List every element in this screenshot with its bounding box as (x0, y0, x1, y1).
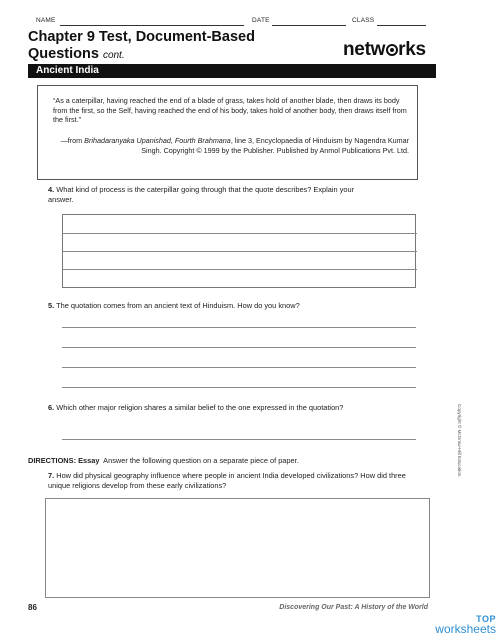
quote-box (37, 85, 418, 180)
watermark-main: worksheets (435, 622, 496, 636)
question-number: 7. (48, 471, 55, 480)
class-label: CLASS (352, 17, 375, 24)
date-label: DATE (252, 17, 270, 24)
answer-line (63, 233, 417, 234)
networks-logo: netw rks (343, 39, 426, 60)
question-5 (48, 301, 418, 311)
answer-box-4[interactable] (62, 214, 416, 288)
topworksheets-watermark (420, 614, 496, 636)
watermark-top: TOP (476, 614, 496, 624)
section-bar: Ancient India (28, 64, 436, 78)
directions (28, 456, 428, 466)
title-questions: Questions (28, 46, 99, 62)
answer-line-6[interactable] (62, 439, 416, 440)
answer-lines-5[interactable] (62, 318, 416, 390)
title-cont: cont. (102, 50, 125, 61)
question-number: 4. (48, 185, 55, 194)
directions-label: DIRECTIONS: Essay (28, 456, 100, 465)
title-line-1: Chapter 9 Test, Document-Based (28, 29, 255, 45)
answer-line (62, 327, 416, 328)
question-6 (48, 403, 378, 413)
name-field[interactable] (60, 25, 244, 26)
quote-text: “As a caterpillar, having reached the end of a blade of grass, takes hold of another blade, then draws its body from the first, so the Self, having reached the end of his body, takes hold of another body, then draws itself from the first.” (53, 96, 407, 125)
side-copyright: Copyright © McGraw-Hill Education. (457, 404, 462, 478)
directions-text: Answer the following question on a separate piece of paper. (103, 456, 299, 465)
page-number: 86 (28, 603, 37, 612)
answer-line (62, 367, 416, 368)
question-7 (48, 471, 418, 490)
question-text: How did physical geography influence where people in ancient India developed civilizations? How did three unique religions develop from these early civilizations? (48, 471, 406, 490)
page-title (28, 29, 328, 64)
essay-box[interactable] (45, 498, 430, 598)
question-text: Which other major religion shares a similar belief to the one expressed in the quotation? (56, 403, 344, 412)
name-label: NAME (36, 17, 56, 24)
answer-line (63, 269, 417, 270)
logo-ring-icon (386, 44, 398, 56)
date-field[interactable] (272, 25, 346, 26)
answer-line (62, 347, 416, 348)
question-text: The quotation comes from an ancient text of Hinduism. How do you know? (56, 301, 300, 310)
quote-citation: —from Brihadaranyaka Upanishad, Fourth Brahmana, line 3, Encyclopaedia of Hinduism by Nagendra Kumar Singh. Copyright © 1999 by the Publisher. Published by Anmol Publications Pvt. Ltd. (60, 136, 409, 155)
question-4 (48, 185, 378, 204)
question-number: 5. (48, 301, 55, 310)
question-text: What kind of process is the caterpillar going through that the quote describes? Explain your answer. (48, 185, 355, 204)
question-number: 6. (48, 403, 55, 412)
title-line-2 (28, 46, 328, 64)
answer-line (62, 387, 416, 388)
class-field[interactable] (377, 25, 426, 26)
book-title: Discovering Our Past: A History of the World (279, 604, 428, 611)
answer-line (63, 251, 417, 252)
